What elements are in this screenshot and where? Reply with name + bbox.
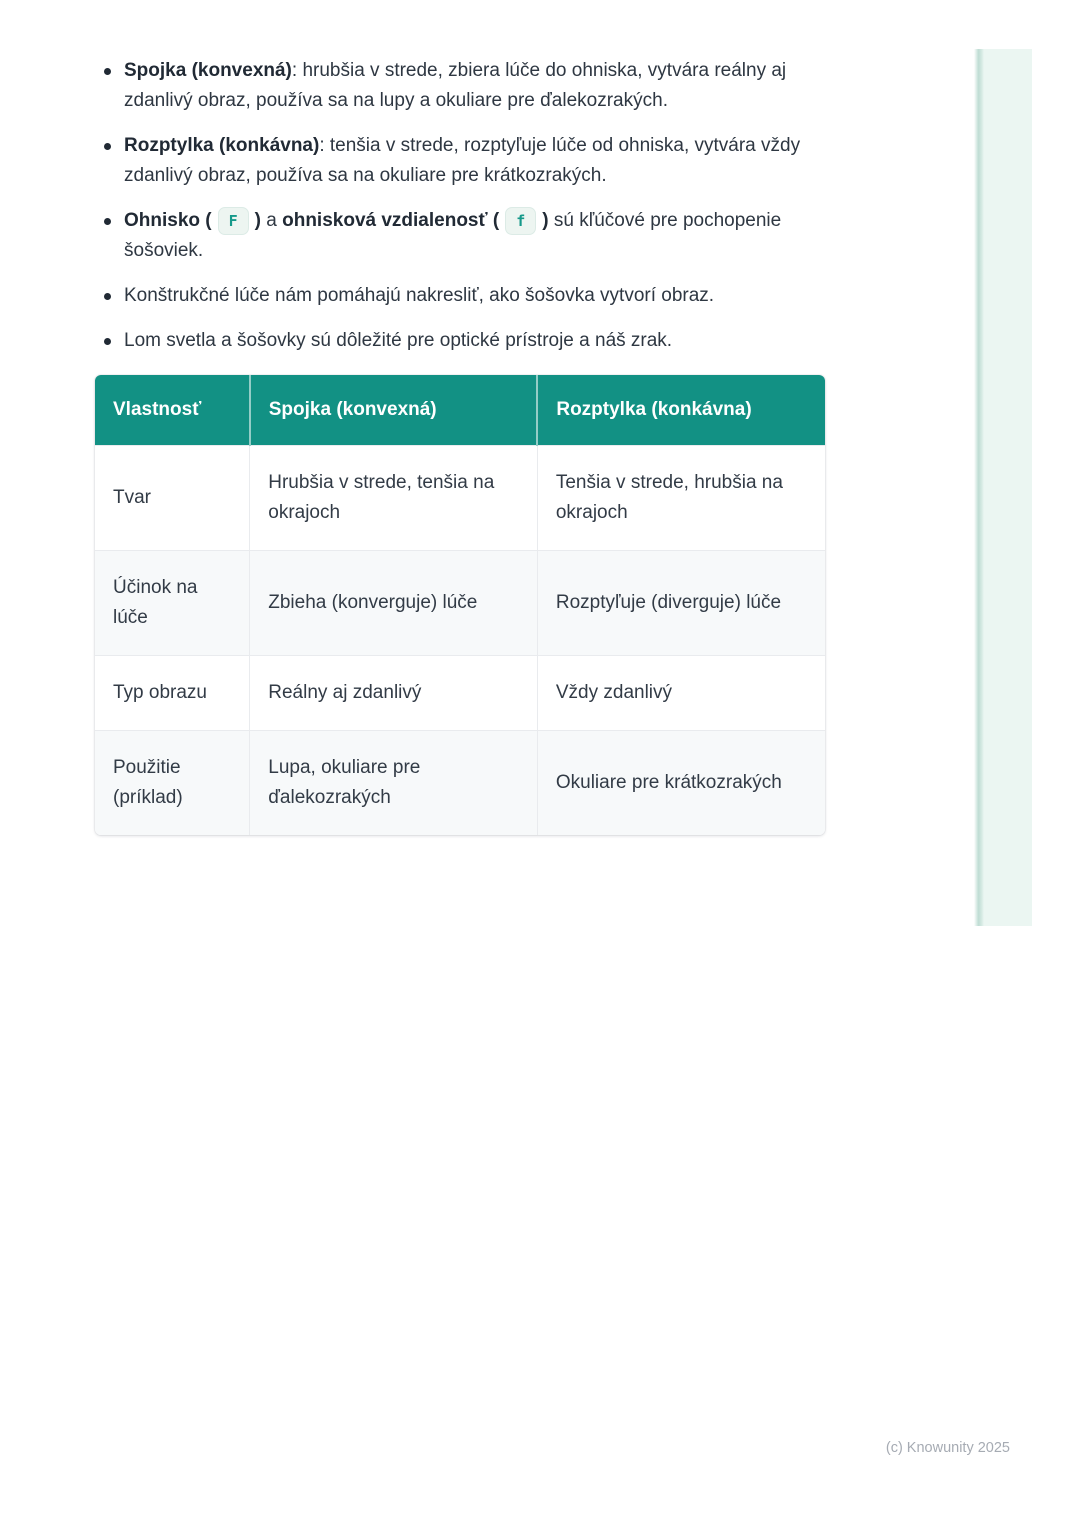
bullet-item	[95, 131, 825, 191]
table-row	[95, 731, 825, 836]
table-cell: Rozptyľuje (diverguje) lúče	[537, 551, 825, 656]
text-segment: : hrubšia v strede, zbiera lúče do ohniska, vytvára reálny aj zdanlivý obraz, používa sa na lupy a okuliare pre ďalekozrakých.	[124, 60, 787, 111]
text-segment: Lom svetla a šošovky sú dôležité pre optické prístroje a náš zrak.	[124, 330, 673, 351]
right-edge-stripe-fill	[984, 49, 1032, 926]
text-segment: sú kľúčové pre pochopenie šošoviek.	[124, 210, 782, 261]
text-segment: Konštrukčné lúče nám pomáhajú nakresliť, ako šošovka vytvorí obraz.	[124, 285, 715, 306]
table-cell: Okuliare pre krátkozrakých	[537, 731, 825, 836]
bullet-item	[95, 206, 825, 266]
table-cell: Použitie (príklad)	[95, 731, 250, 836]
lens-comparison-table-wrapper	[95, 375, 825, 835]
table-header-cell: Rozptylka (konkávna)	[537, 375, 825, 446]
right-edge-stripe	[974, 49, 1032, 926]
table-body	[95, 446, 825, 836]
table-cell: Lupa, okuliare pre ďalekozrakých	[250, 731, 538, 836]
table-cell: Účinok na lúče	[95, 551, 250, 656]
table-header-row	[95, 375, 825, 446]
text-segment: Rozptylka (konkávna)	[124, 135, 320, 156]
table-row	[95, 375, 825, 446]
main-content	[95, 56, 825, 835]
text-segment: Ohnisko (	[124, 210, 212, 231]
table-cell: Typ obrazu	[95, 656, 250, 731]
table-row	[95, 551, 825, 656]
bullet-item	[95, 56, 825, 116]
text-segment: ohnisková vzdialenosť (	[282, 210, 500, 231]
text-segment: : tenšia v strede, rozptyľuje lúče od ohniska, vytvára vždy zdanlivý obraz, používa sa na okuliare pre krátkozrakých.	[124, 135, 801, 186]
table-cell: Zbieha (konverguje) lúče	[250, 551, 538, 656]
bullet-item	[95, 326, 825, 356]
table-header-cell: Vlastnosť	[95, 375, 250, 446]
table-header-cell: Spojka (konvexná)	[250, 375, 538, 446]
right-edge-stripe-accent-line	[974, 49, 984, 926]
table-cell: Hrubšia v strede, tenšia na okrajoch	[250, 446, 538, 551]
footer-copyright: (c) Knowunity 2025	[885, 1440, 1010, 1456]
bullet-item	[95, 281, 825, 311]
text-segment: a	[260, 210, 283, 231]
text-segment: )	[254, 210, 261, 231]
inline-code-badge: f	[505, 207, 536, 235]
text-segment: )	[542, 210, 549, 231]
inline-code-badge: F	[218, 207, 249, 235]
table-cell: Tvar	[95, 446, 250, 551]
lens-comparison-table	[95, 375, 825, 835]
bullet-list	[95, 56, 825, 356]
table-cell: Reálny aj zdanlivý	[250, 656, 538, 731]
table-row	[95, 656, 825, 731]
text-segment: Spojka (konvexná)	[124, 60, 292, 81]
table-cell: Tenšia v strede, hrubšia na okrajoch	[537, 446, 825, 551]
table-cell: Vždy zdanlivý	[537, 656, 825, 731]
table-row	[95, 446, 825, 551]
